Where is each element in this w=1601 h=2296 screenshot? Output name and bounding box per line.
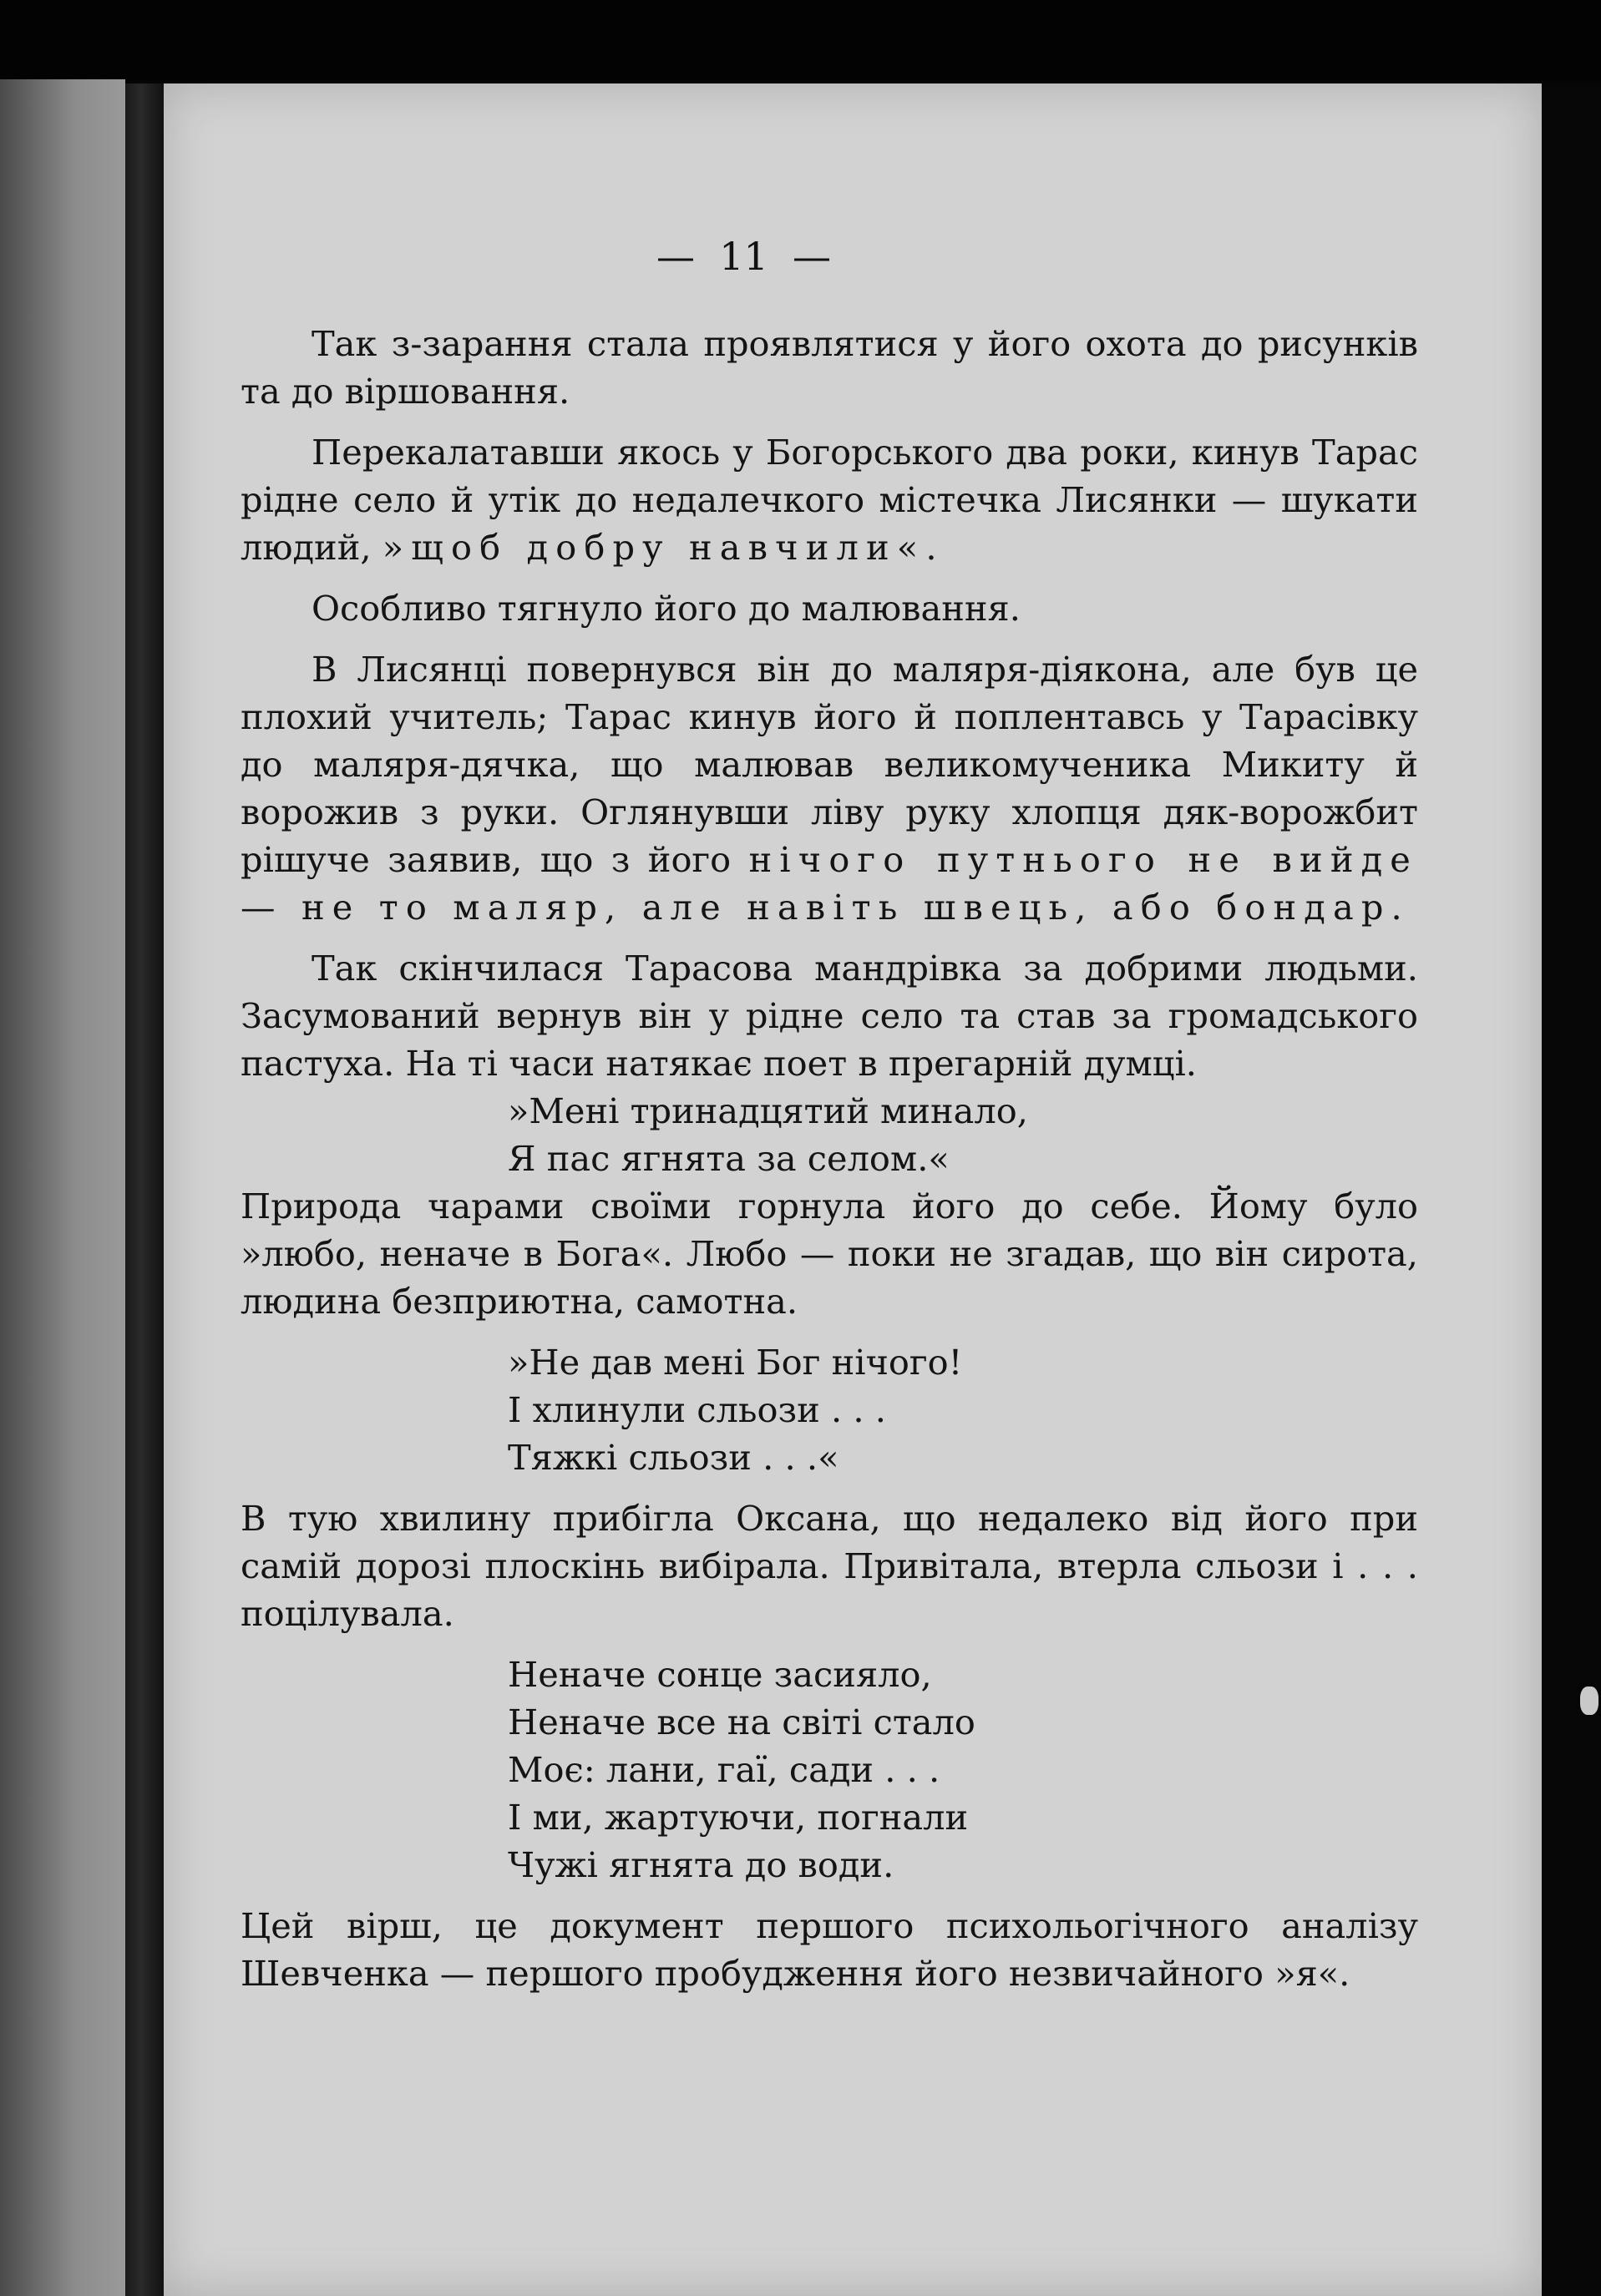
- paragraph-5: Так скінчилася Тарасова мандрівка за добрими людьми. Засумований вернув він у рідне село та став за громадського пастуха. На ті часи натякає поет в прегарній думці.: [241, 948, 1418, 1084]
- paragraph-4-text: В Лисянці повернувся він до маляря-діякона, але був це плохий учитель; Тарас кинув його й поплентавсь у Тарасівку до маляря-дячка, що малював великомученика Микиту й ворожив з руки. Оглянувши ліву руку хлопця дяк-ворожбит рішуче заявив, що з його: [241, 649, 1418, 880]
- paragraph-7: В тую хвилину прибігла Оксана, що недалеко від його при самій дорозі плоскінь вибірала. Привітала, втерла сльози і . . . поцілувала.: [241, 1498, 1418, 1634]
- verse-1: »Мені тринадцятий минало, Я пас ягнята за селом.«: [508, 1090, 1028, 1179]
- paragraph-8: Цей вірш, це документ першого психольогічного аналізу Шевченка — першого пробудження його незвичайного »я«.: [241, 1905, 1418, 1994]
- paragraph-4: [241, 645, 1418, 931]
- paragraph-1: Так з-зарання стала проявлятися у його охота до рисунків та до віршовання.: [241, 323, 1418, 412]
- verse-3: Неначе сонце засияло, Неначе все на світі стало Моє: лани, гаї, сади . . . І ми, жартуючи, погнали Чужі ягнята до води.: [508, 1654, 975, 1885]
- page-text: [241, 320, 1418, 1997]
- paragraph-4-emphasis: нічого путнього не вийде — не то маляр, але навіть швець, або бондар.: [241, 839, 1418, 928]
- film-edge-mark: [1580, 1687, 1598, 1715]
- book-page: [164, 83, 1542, 2296]
- verse-2: »Не дав мені Бог нічого! І хлинули сльози . . . Тяжкі сльози . . .«: [508, 1342, 963, 1478]
- page-number: — 11 —: [656, 234, 832, 279]
- paragraph-3: Особливо тягнуло його до малювання.: [312, 588, 1021, 629]
- facing-page-edge: [0, 79, 125, 2296]
- paragraph-2-quote: »щоб добру навчили«.: [382, 527, 945, 568]
- paragraph-2-text: Перекалатавши якось у Богорського два роки, кинув Тарас рідне село й утік до недалечкого містечка Лисянки — шукати людий,: [241, 432, 1418, 568]
- paragraph-2: [241, 428, 1418, 571]
- book-spine: [125, 83, 164, 2296]
- paragraph-6: Природа чарами своїми горнула його до себе. Йому було »любо, неначе в Бога«. Любо — поки не згадав, що він сирота, людина безприютна, самотна.: [241, 1186, 1418, 1322]
- film-border-right: [1542, 83, 1601, 2296]
- film-border-top: [0, 0, 1601, 79]
